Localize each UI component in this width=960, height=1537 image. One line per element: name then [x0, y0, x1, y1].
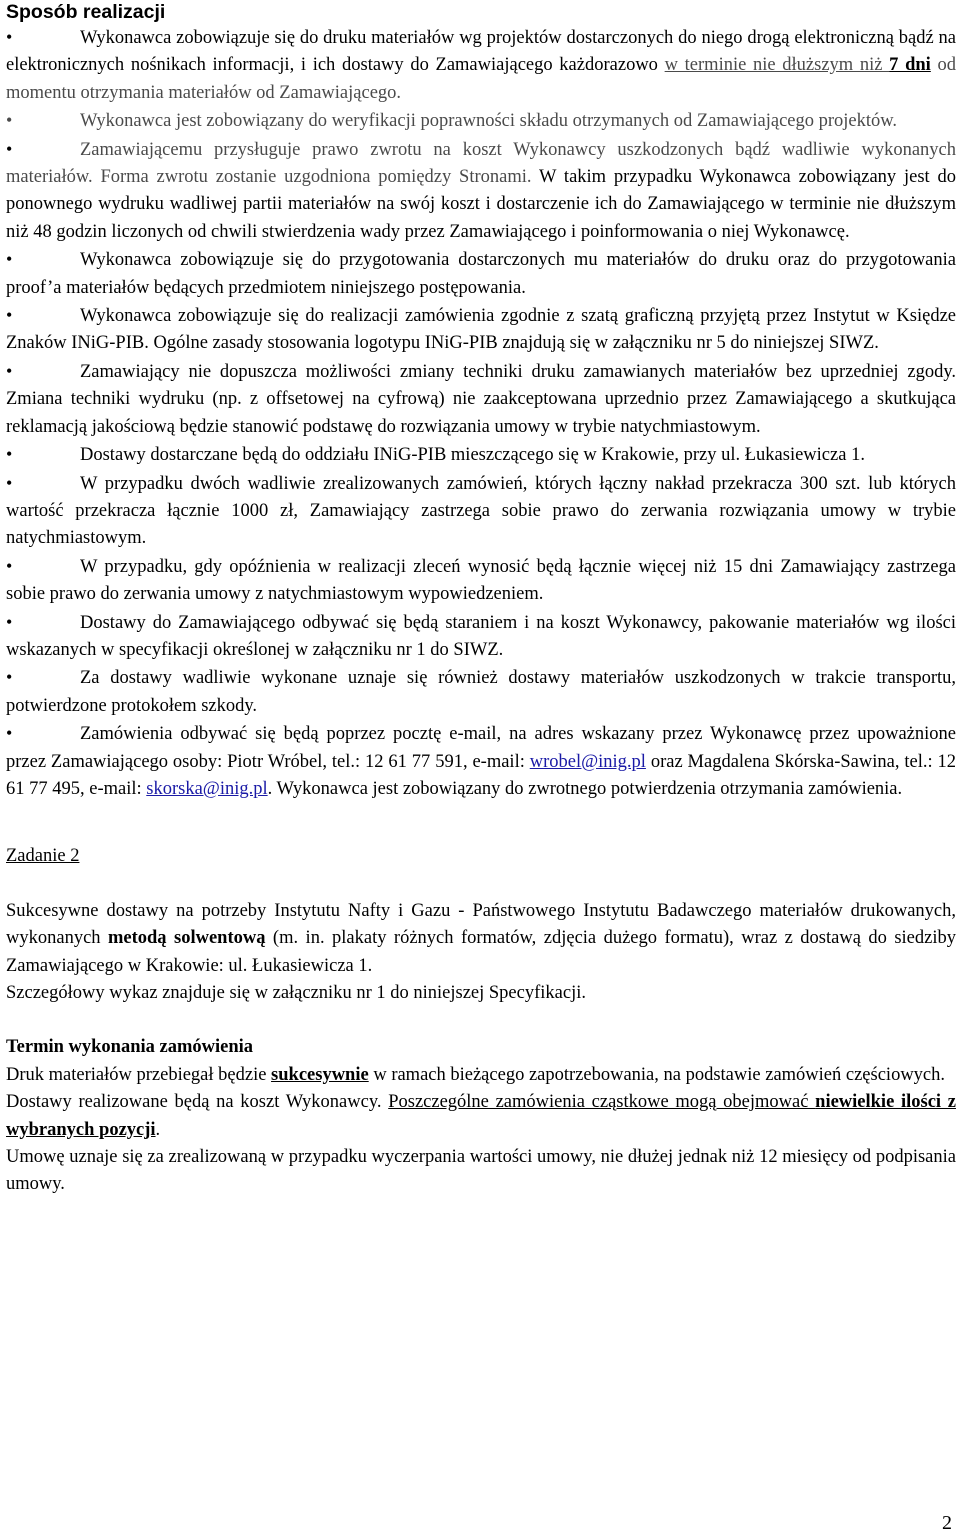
bullet-item-4: •Wykonawca zobowiązuje się do przygotowania dostarczonych mu materiałów do druku oraz do przygotowania proof’a materiałów będących przedmiotem niniejszego postępowania.: [6, 246, 956, 302]
bullet-item-5: •Wykonawca zobowiązuje się do realizacji zamówienia zgodnie z szatą graficzną przyjętą przez Instytut w Księdze Znaków INiG-PIB. Ogólne zasady stosowania logotypu INiG-PIB znajdują się w załączniku nr 5 do niniejszej SIWZ.: [6, 302, 956, 358]
bullet-item-8: •W przypadku dwóch wadliwie zrealizowanych zamówień, których łączny nakład przekracza 300 szt. lub których wartość przekracza łącznie 1000 zł, Zamawiający zastrzega sobie prawo do zerwania rozwiązania umowy w trybie natychmiastowym.: [6, 470, 956, 553]
page-number: 2: [942, 1512, 952, 1534]
spacer: [6, 803, 956, 843]
bullet-item-2: •Wykonawca jest zobowiązany do weryfikacji poprawności składu otrzymanych od Zamawiającego projektów.: [6, 107, 956, 135]
bullet-item-12: •Zamówienia odbywać się będą poprzez pocztę e-mail, na adres wskazany przez Wykonawcę przez upoważnione przez Zamawiającego osoby: Piotr Wróbel, tel.: 12 61 77 591, e-mail: wrobel@inig.pl oraz Magdalena Skórska-Sawina, tel.: 12 61 77 495, e-mail: skorska@inig.pl. Wykonawca jest zobowiązany do zwrotnego potwierdzenia otrzymania zamówienia.: [6, 720, 956, 803]
bullet-item-1: •Wykonawca zobowiązuje się do druku materiałów wg projektów dostarczonych do niego drogą elektroniczną bądź na elektronicznych nośnikach informacji, i ich dostawy do Zamawiającego każdorazowo w terminie nie dłuższym niż 7 dni od momentu otrzymania materiałów od Zamawiającego.: [6, 24, 956, 107]
deadline-paragraph-3: Umowę uznaje się za zrealizowaną w przypadku wyczerpania wartości umowy, nie dłużej jednak niż 12 miesięcy od podpisania umowy.: [6, 1147, 956, 1195]
bullet-icon: [6, 107, 80, 135]
section-title-deadline: Termin wykonania zamówienia: [6, 1037, 254, 1058]
bullet-item-7: •Dostawy dostarczane będą do oddziału INiG-PIB mieszczącego się w Krakowie, przy ul. Łukasiewicza 1.: [6, 441, 956, 469]
deadline-paragraph-1: Druk materiałów przebiegał będzie sukcesywnie w ramach bieżącego zapotrzebowania, na podstawie zamówień częściowych.: [6, 1064, 946, 1085]
bullet-icon: [6, 358, 80, 386]
bullet-item-10: •Dostawy do Zamawiającego odbywać się będą staraniem i na koszt Wykonawcy, pakowanie materiałów wg ilości wskazanych w specyfikacji określonej w załączniku nr 1 do SIWZ.: [6, 609, 956, 665]
section-title-realization: Sposób realizacji: [6, 1, 166, 23]
bullet-icon: [6, 24, 80, 52]
spacer: [6, 871, 956, 898]
deadline-paragraph-2: Dostawy realizowane będą na koszt Wykonawcy. Poszczególne zamówienia cząstkowe mogą obejmować niewielkie ilości z wybranych pozycji.: [6, 1092, 956, 1140]
bullet-item-11: •Za dostawy wadliwie wykonane uznaje się również dostawy materiałów uszkodzonych w trakcie transportu, potwierdzone protokołem szkody.: [6, 664, 956, 720]
bullet-icon: [6, 136, 80, 164]
bullet-item-3: •Zamawiającemu przysługuje prawo zwrotu na koszt Wykonawcy uszkodzonych bądź wadliwie wykonanych materiałów. Forma zwrotu zostanie uzgodniona pomiędzy Stronami. W takim przypadku Wykonawca zobowiązany jest do ponownego wydruku wadliwej partii materiałów na swój koszt i dostarczenie ich do Zamawiającego w terminie nie dłuższym niż 48 godzin liczonych od chwili stwierdzenia wady przez Zamawiającego i poinformowania o niej Wykonawcę.: [6, 136, 956, 247]
email-link-skorska[interactable]: skorska@inig.pl: [146, 778, 268, 799]
bullet-icon: [6, 470, 80, 498]
bullet-icon: [6, 302, 80, 330]
bullet-icon: [6, 609, 80, 637]
email-link-wrobel[interactable]: wrobel@inig.pl: [529, 751, 646, 772]
bullet-icon: [6, 720, 80, 748]
bullet-item-9: •W przypadku, gdy opóźnienia w realizacji zleceń wynosić będą łącznie więcej niż 15 dni Zamawiający zastrzega sobie prawo do zerwania umowy z natychmiastowym wypowiedzeniem.: [6, 553, 956, 609]
document-page: [6, 0, 956, 1199]
bullet-icon: [6, 664, 80, 692]
task2-details: Szczegółowy wykaz znajduje się w załączniku nr 1 do niniejszej Specyfikacji.: [6, 983, 586, 1003]
section-title-task2: Zadanie 2: [6, 846, 80, 867]
task2-description: Sukcesywne dostawy na potrzeby Instytutu Nafty i Gazu - Państwowego Instytutu Badawczego materiałów drukowanych, wykonanych metodą solwentową (m. in. plakaty różnych formatów, zdjęcia dużego formatu), wraz z dostawą do siedziby Zamawiającego w Krakowie: ul. Łukasiewicza 1.: [6, 900, 956, 976]
bullet-icon: [6, 246, 80, 274]
spacer: [6, 1007, 956, 1034]
bullet-icon: [6, 441, 80, 469]
bullet-icon: [6, 553, 80, 581]
bullet-item-6: •Zamawiający nie dopuszcza możliwości zmiany techniki druku zamawianych materiałów bez uprzedniej zgody. Zmiana techniki wydruku (np. z offsetowej na cyfrową) nie zaakceptowana uprzednio przez Zamawiającego a skutkująca reklamacją jakościową będzie stanowić podstawę do rozwiązania umowy w trybie natychmiastowym.: [6, 358, 956, 441]
